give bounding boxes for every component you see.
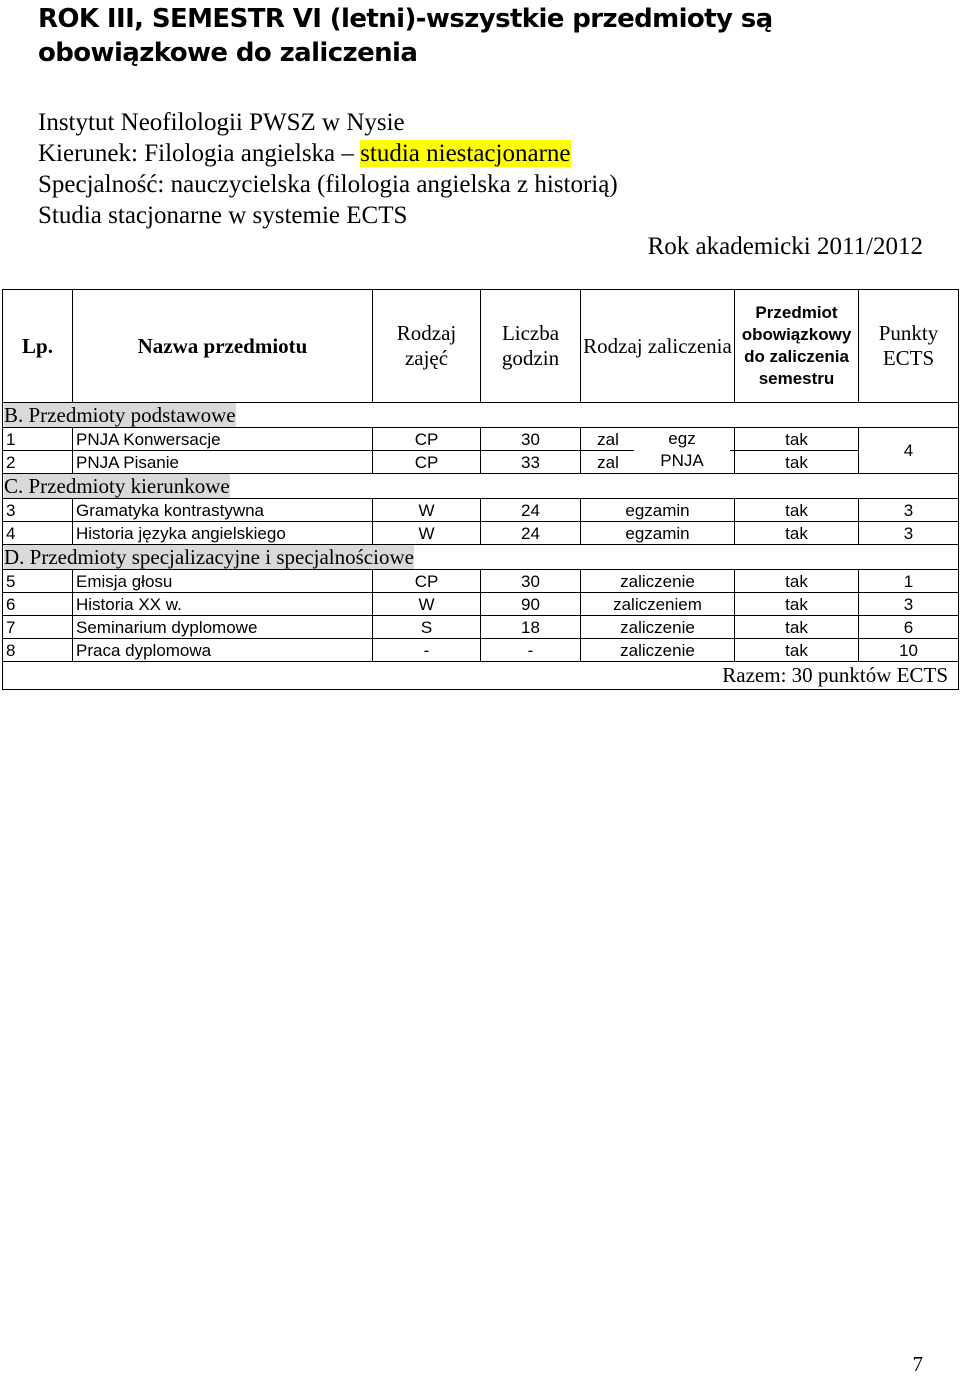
- section-c-cell: [3, 474, 959, 499]
- row-ects: 3: [859, 499, 959, 522]
- table-header-row: [3, 290, 959, 403]
- specialization-line: Specjalność: nauczycielska (filologia angielska z historią): [38, 171, 618, 198]
- row-hours: 30: [481, 570, 581, 593]
- direction-mode-highlight: studia niestacjonarne: [360, 140, 571, 167]
- section-b-row: [3, 403, 959, 428]
- row-name: Historia języka angielskiego: [73, 522, 373, 545]
- row-hours: 30: [481, 428, 581, 451]
- header-mandatory: Przedmiot obowiązkowy do zaliczenia semestru: [735, 290, 859, 403]
- row-ects: 6: [859, 616, 959, 639]
- row-type: CP: [373, 570, 481, 593]
- table-row: [3, 428, 959, 451]
- row-lp: 6: [3, 593, 73, 616]
- row-name: Historia XX w.: [73, 593, 373, 616]
- row-hours: 24: [481, 499, 581, 522]
- row-type: W: [373, 522, 481, 545]
- header-name: Nazwa przedmiotu: [73, 290, 373, 403]
- row-credit: zal: [597, 429, 619, 449]
- row-name: PNJA Pisanie: [73, 451, 373, 474]
- row-ects: 10: [859, 639, 959, 662]
- row-mandatory: tak: [735, 570, 859, 593]
- total-row: [3, 662, 959, 690]
- table-row: [3, 522, 959, 545]
- table-row: [3, 451, 959, 474]
- table-row: [3, 593, 959, 616]
- row-hours: -: [481, 639, 581, 662]
- row-lp: 8: [3, 639, 73, 662]
- header-ects: Punkty ECTS: [859, 290, 959, 403]
- row-name: Gramatyka kontrastywna: [73, 499, 373, 522]
- row-credit: egzamin: [581, 522, 735, 545]
- row-hours: 90: [481, 593, 581, 616]
- row-ects: 1: [859, 570, 959, 593]
- row-mandatory: tak: [735, 451, 859, 474]
- row-type: CP: [373, 451, 481, 474]
- row-name: Emisja głosu: [73, 570, 373, 593]
- row-credit: zaliczeniem: [581, 593, 735, 616]
- table-row: [3, 639, 959, 662]
- section-b-label: B. Przedmioty podstawowe: [4, 402, 236, 427]
- row-lp: 3: [3, 499, 73, 522]
- header-hours: Liczba godzin: [481, 290, 581, 403]
- document-title: ROK III, SEMESTR VI (letni)-wszystkie przedmioty są obowiązkowe do zaliczenia: [38, 4, 773, 68]
- table-row: [3, 570, 959, 593]
- row-lp: 7: [3, 616, 73, 639]
- header-lp: Lp.: [3, 290, 73, 403]
- row-mandatory: tak: [735, 428, 859, 451]
- document-header: [38, 107, 938, 231]
- row-credit: zal: [597, 452, 619, 472]
- row-type: W: [373, 593, 481, 616]
- section-d-cell: [3, 545, 959, 570]
- row-hours: 18: [481, 616, 581, 639]
- table-row: [3, 499, 959, 522]
- row-lp: 5: [3, 570, 73, 593]
- row-name: PNJA Konwersacje: [73, 428, 373, 451]
- row-mandatory: tak: [735, 639, 859, 662]
- row-credit: zaliczenie: [581, 639, 735, 662]
- shared-exam-cell: [634, 428, 730, 473]
- section-c-label: C. Przedmioty kierunkowe: [4, 473, 230, 498]
- row-mandatory: tak: [735, 593, 859, 616]
- total-label: Razem: 30 punktów ECTS: [3, 662, 959, 690]
- row-credit: zaliczenie: [581, 570, 735, 593]
- direction-line: [38, 138, 938, 169]
- row-type: W: [373, 499, 481, 522]
- direction-prefix: Kierunek: Filologia angielska –: [38, 140, 361, 167]
- curriculum-table: [2, 289, 959, 690]
- shared-ects: 4: [859, 428, 959, 474]
- header-credit-type: Rodzaj zaliczenia: [581, 290, 735, 403]
- row-mandatory: tak: [735, 616, 859, 639]
- row-credit: egzamin: [581, 499, 735, 522]
- institute-line: Instytut Neofilologii PWSZ w Nysie: [38, 109, 405, 136]
- row-lp: 1: [3, 428, 73, 451]
- row-hours: 24: [481, 522, 581, 545]
- row-ects: 3: [859, 593, 959, 616]
- row-type: CP: [373, 428, 481, 451]
- shared-exam-label: egz PNJA: [660, 429, 704, 470]
- row-hours: 33: [481, 451, 581, 474]
- row-mandatory: tak: [735, 522, 859, 545]
- section-b-cell: [3, 403, 959, 428]
- section-d-row: [3, 545, 959, 570]
- row-type: S: [373, 616, 481, 639]
- table-row: [3, 616, 959, 639]
- row-name: Praca dyplomowa: [73, 639, 373, 662]
- row-lp: 4: [3, 522, 73, 545]
- row-mandatory: tak: [735, 499, 859, 522]
- study-system-line: Studia stacjonarne w systemie ECTS: [38, 202, 408, 229]
- section-c-row: [3, 474, 959, 499]
- header-type: Rodzaj zajęć: [373, 290, 481, 403]
- row-ects: 3: [859, 522, 959, 545]
- page-number: 7: [912, 1352, 923, 1376]
- row-name: Seminarium dyplomowe: [73, 616, 373, 639]
- academic-year: Rok akademicki 2011/2012: [647, 233, 923, 260]
- row-type: -: [373, 639, 481, 662]
- row-credit: zaliczenie: [581, 616, 735, 639]
- row-lp: 2: [3, 451, 73, 474]
- section-d-label: D. Przedmioty specjalizacyjne i specjalnościowe: [4, 544, 414, 569]
